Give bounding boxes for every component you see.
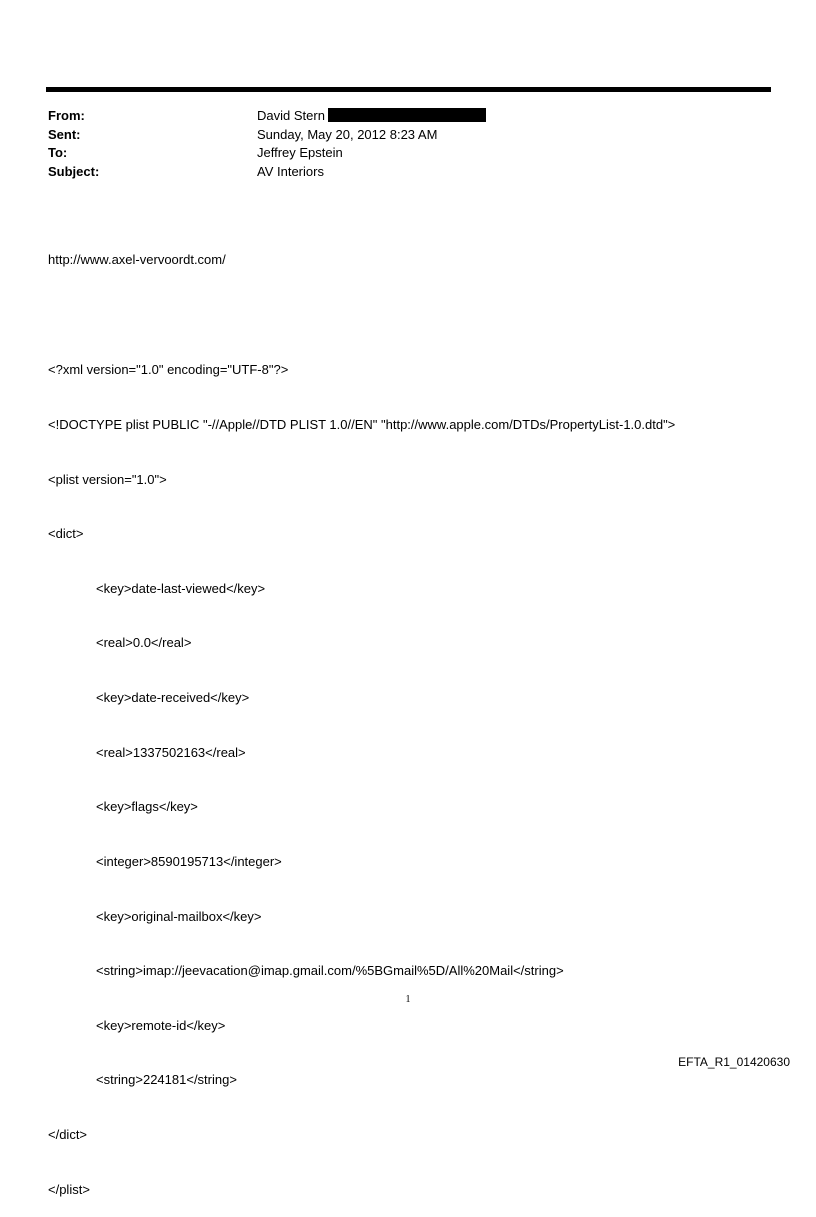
redaction-bar bbox=[328, 108, 486, 122]
dict-close: </dict> bbox=[48, 1126, 88, 1142]
dict-line: <key>date-last-viewed</key> bbox=[96, 580, 266, 596]
plist-open: <plist version="1.0"> bbox=[48, 471, 167, 487]
page-number: 1 bbox=[405, 994, 411, 1005]
email-body bbox=[48, 215, 675, 1217]
dict-line: <key>date-received</key> bbox=[96, 690, 250, 706]
sent-row bbox=[48, 126, 486, 145]
dict-line: <key>remote-id</key> bbox=[96, 1017, 226, 1033]
dict-open: <dict> bbox=[48, 526, 84, 542]
from-name: David Stern bbox=[257, 108, 325, 123]
document-id: EFTA_R1_01420630 bbox=[678, 1055, 790, 1069]
dict-line: <real>0.0</real> bbox=[96, 635, 192, 651]
subject-value: AV Interiors bbox=[257, 163, 324, 179]
xml-declaration: <?xml version="1.0" encoding="UTF-8"?> bbox=[48, 362, 289, 378]
sent-value: Sunday, May 20, 2012 8:23 AM bbox=[257, 126, 438, 142]
email-header bbox=[48, 107, 486, 181]
dict-line: <real>1337502163</real> bbox=[96, 744, 246, 760]
to-label: To: bbox=[48, 145, 68, 160]
dict-line: <key>original-mailbox</key> bbox=[96, 908, 262, 924]
plist-close: </plist> bbox=[48, 1181, 90, 1197]
from-row bbox=[48, 107, 486, 126]
subject-label: Subject: bbox=[48, 163, 100, 179]
to-value: Jeffrey Epstein bbox=[257, 145, 343, 160]
dict-line: <string>224181</string> bbox=[96, 1072, 237, 1088]
from-label: From: bbox=[48, 108, 85, 123]
to-row bbox=[48, 144, 486, 163]
dict-line: <integer>8590195713</integer> bbox=[96, 853, 282, 869]
subject-row bbox=[48, 163, 486, 182]
dict-line: <string>imap://jeevacation@imap.gmail.com/%5BGmail%5D/All%20Mail</string> bbox=[96, 963, 564, 979]
dict-line: <key>flags</key> bbox=[96, 799, 198, 815]
header-rule bbox=[46, 87, 771, 92]
sent-label: Sent: bbox=[48, 126, 81, 142]
doctype-line: <!DOCTYPE plist PUBLIC "-//Apple//DTD PLIST 1.0//EN" "http://www.apple.com/DTDs/PropertyList-1.0.dtd"> bbox=[48, 417, 676, 433]
body-url: http://www.axel-vervoordt.com/ bbox=[48, 252, 226, 268]
from-value bbox=[257, 107, 486, 126]
